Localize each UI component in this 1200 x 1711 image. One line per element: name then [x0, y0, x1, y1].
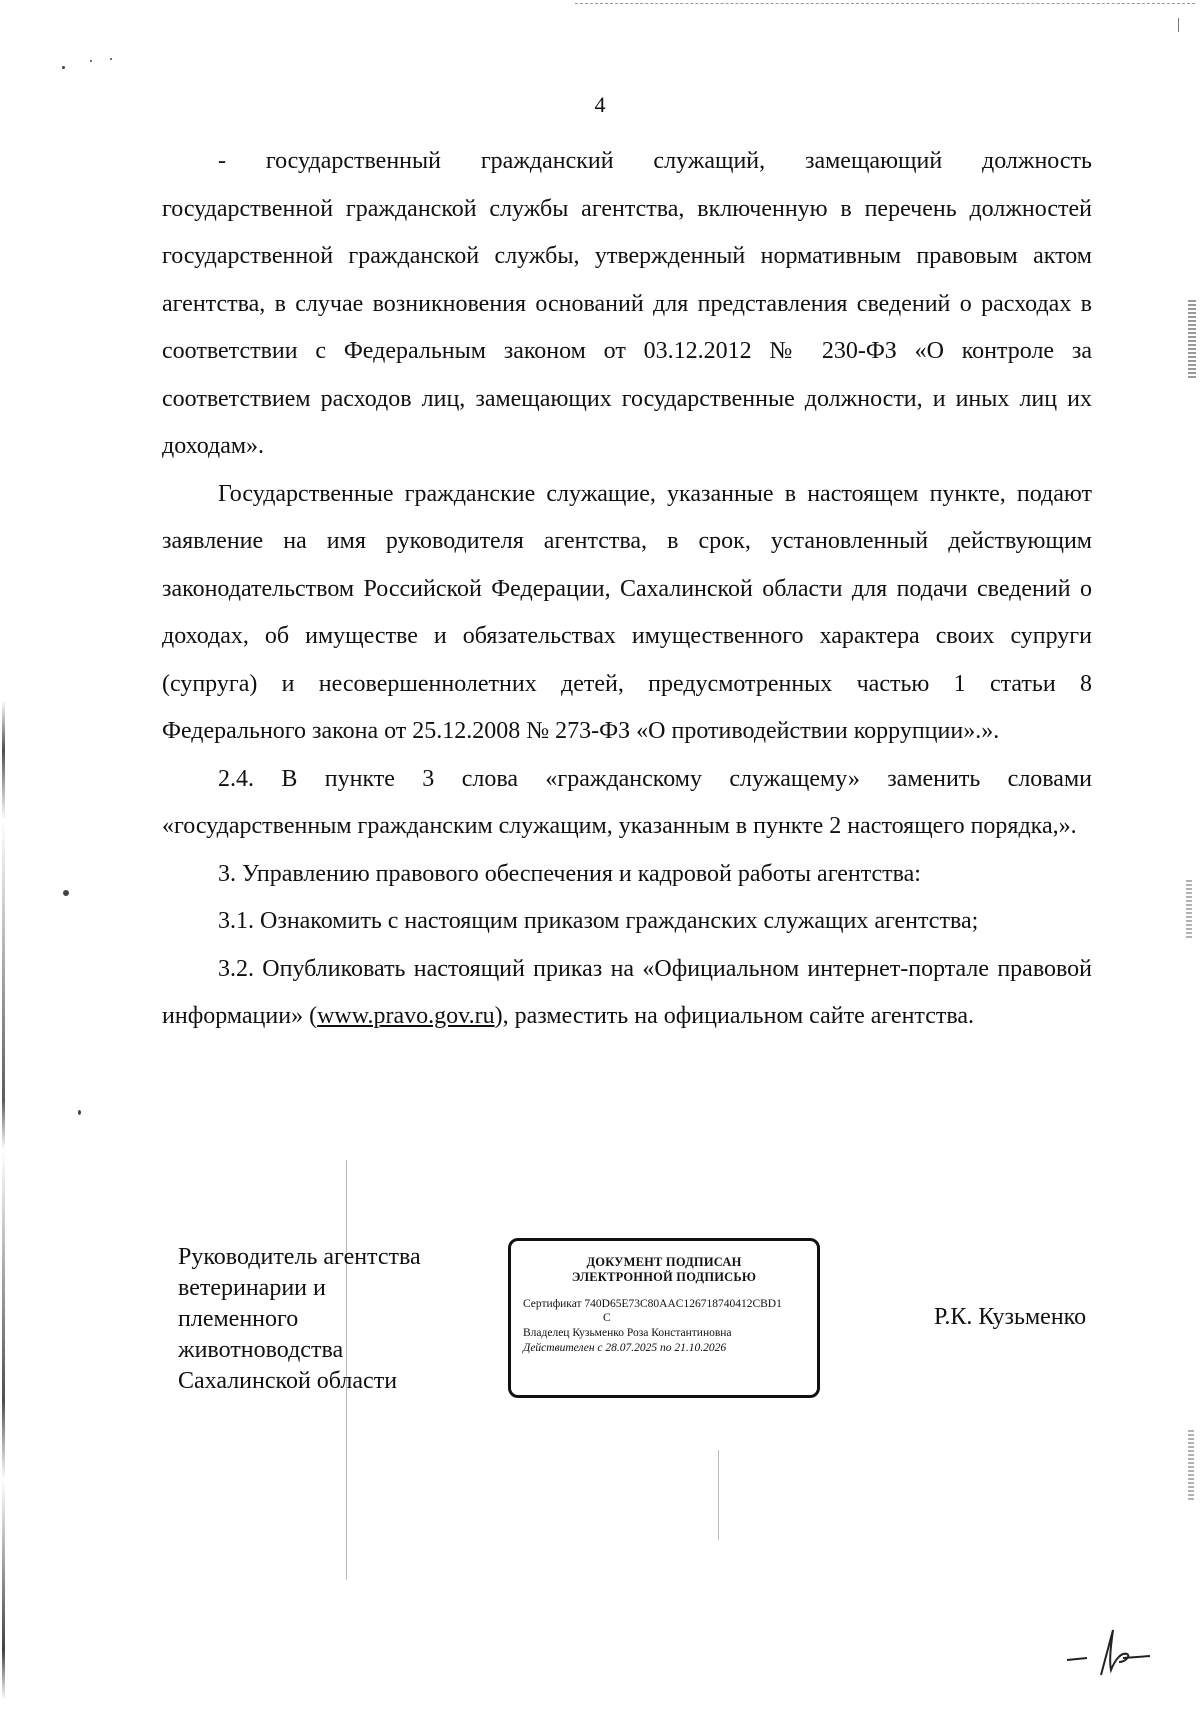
electronic-signature-stamp — [508, 1238, 820, 1398]
stamp-certificate: Сертификат 740D65E73C80AAC126718740412CBD1 — [523, 1298, 782, 1310]
position-line: Руководитель агентства — [178, 1244, 421, 1270]
signatory-position — [178, 1242, 421, 1397]
paragraph-text: ), разместить на официальном сайте агентства. — [494, 1003, 975, 1029]
scan-artifact-top-rule — [575, 3, 1195, 5]
page-number: 4 — [594, 92, 606, 117]
paragraph-text: 3.2. Опубликовать настоящий приказ на «Официальном интернет-портале правовой информации» ( — [162, 955, 1092, 1029]
position-line: животноводства — [178, 1337, 344, 1363]
stamp-certificate-cont: C — [603, 1312, 611, 1324]
signer-name: Р.К. Кузьменко — [934, 1304, 1087, 1330]
stamp-validity: Действителен с 28.07.2025 по 21.10.2026 — [523, 1342, 727, 1354]
document-body — [162, 138, 1092, 1041]
scan-artifact-right-edge — [1186, 880, 1192, 940]
scan-artifact-left-edge — [2, 700, 5, 1700]
scan-speck — [78, 1110, 81, 1115]
scan-speck — [63, 890, 69, 896]
position-line: племенного — [178, 1306, 299, 1332]
scan-artifact-line — [718, 1450, 719, 1540]
position-line: Сахалинской области — [178, 1368, 398, 1394]
scan-speck — [110, 58, 112, 60]
handwritten-initial-mark — [1065, 1620, 1155, 1680]
stamp-title: ЭЛЕКТРОННОЙ ПОДПИСЬЮ — [571, 1270, 757, 1284]
position-line: ветеринарии и — [178, 1275, 326, 1301]
scan-speck — [90, 60, 92, 62]
body-paragraph: 3.1. Ознакомить с настоящим приказом гражданских служащих агентства; — [218, 908, 979, 934]
scan-artifact-line — [1178, 18, 1179, 32]
scan-artifact-right-edge — [1188, 300, 1196, 380]
body-paragraph: 2.4. В пункте 3 слова «гражданскому служащему» заменить словами «государственным гражданским служащим, указанным в пункте 2 настоящего порядка,». — [162, 765, 1092, 839]
body-paragraph: 3. Управлению правового обеспечения и кадровой работы агентства: — [218, 860, 921, 887]
stamp-owner: Владелец Кузьменко Роза Константиновна — [523, 1327, 732, 1339]
scan-speck — [62, 66, 65, 69]
body-paragraph — [162, 946, 1092, 1041]
scan-artifact-right-edge — [1188, 1430, 1194, 1500]
body-paragraph: Государственные гражданские служащие, указанные в настоящем пункте, подают заявление на имя руководителя агентства, в срок, установленный действующим законодательством Российской Федерации, Сахалинской области для подачи сведений о доходах, об имуществе и обязательствах имущественного характера своих супруги (супруга) и несовершеннолетних детей, предусмотренных частью 1 статьи 8 Федерального закона от 25.12.2008 № 273-ФЗ «О противодействии коррупции».». — [162, 480, 1092, 744]
stamp-title: ДОКУМЕНТ ПОДПИСАН — [586, 1255, 742, 1269]
body-paragraph: - государственный гражданский служащий, замещающий должность государственной гражданской службы агентства, включенную в перечень должностей государственной гражданской службы, утвержденный нормативным правовым актом агентства, в случае возникновения оснований для представления сведений о расходах в соответствии с Федеральным законом от 03.12.2012 № 230-ФЗ «О контроле за соответствием расходов лиц, замещающих государственные должности, и иных лиц их доходам». — [162, 148, 1092, 459]
pravo-gov-link[interactable]: www.pravo.gov.ru — [317, 1003, 495, 1029]
